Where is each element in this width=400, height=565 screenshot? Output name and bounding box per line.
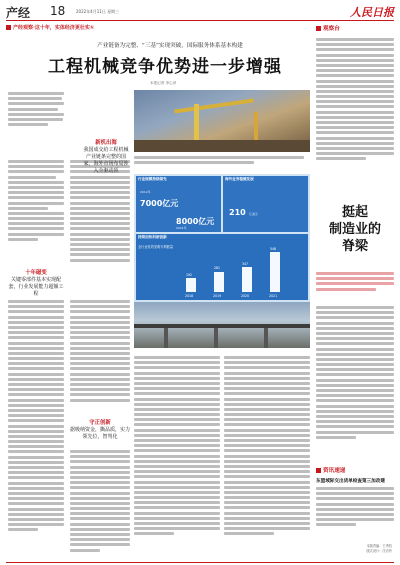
pull-quote-3-text: 据吸纳资金，撕品质，实力领先位，智驾化 xyxy=(70,427,131,440)
scale-panel-title: 行业规模持续领先 xyxy=(138,177,167,181)
newspaper-logo: 人民日报 xyxy=(350,6,394,19)
article-column-3 xyxy=(134,356,220,538)
rnd-bar-year-2019: 2019 xyxy=(213,294,222,298)
editorial-title xyxy=(316,204,394,255)
rnd-bar-2020 xyxy=(242,267,252,292)
rnd-bar-value-2020: 347 xyxy=(242,261,249,266)
pull-quote-3-title: 守正创新 xyxy=(89,420,111,426)
rnd-bar-year-2021: 2021 xyxy=(269,294,278,298)
pull-quote-2 xyxy=(8,270,64,298)
credit-editor: 本版责编：王秀权 xyxy=(366,544,392,548)
section-name: 产经 xyxy=(6,6,31,20)
bridge-photo xyxy=(134,302,310,348)
pull-quote-1-text: 我国成交给工程机械产业链条完整的国家，海外市场布局涉入全驱动顶 xyxy=(83,147,129,174)
overseas-value: 210 xyxy=(229,208,246,217)
infographic-rnd-panel xyxy=(136,234,308,300)
page-credits xyxy=(367,544,393,554)
sidebar-header-text: 观察台 xyxy=(323,26,340,32)
pull-quote-1-title: 新机出海 xyxy=(95,140,117,146)
article-column-2c xyxy=(70,450,130,554)
article-column-2b xyxy=(70,300,130,404)
sidebar-marker-icon xyxy=(316,26,321,31)
scale-value-2012: 7000亿元 xyxy=(140,199,179,208)
rnd-panel-note: 全行业有效发明专利数量 xyxy=(138,245,174,249)
masthead xyxy=(6,4,394,20)
editorial-title-line-3: 脊梁 xyxy=(341,239,368,254)
kicker-text: 产经观察·这十年，实体经济更壮实① xyxy=(13,25,95,31)
scale-value-2021: 8000亿元 xyxy=(176,217,215,226)
news-item-text xyxy=(316,487,394,526)
rnd-bar-value-2019: 281 xyxy=(214,266,221,271)
rnd-bar-2018 xyxy=(186,278,196,292)
infographic-scale-panel xyxy=(136,176,221,232)
news-marker-icon xyxy=(316,468,321,473)
article-headline: 工程机械竞争优势进一步增强 xyxy=(48,57,282,77)
rnd-panel-title: 持续加快科研创新 xyxy=(138,235,167,239)
rnd-bar-year-2020: 2020 xyxy=(241,294,250,298)
rnd-bar-2021 xyxy=(270,252,280,292)
editorial-summary xyxy=(316,272,394,293)
article-subhead: 产业链备为完整、“三基”实现突破，国际服务体系基本构建 xyxy=(97,43,243,49)
sidebar-header xyxy=(316,24,394,32)
sidebar xyxy=(316,24,394,560)
rnd-bar-value-2018: 192 xyxy=(186,272,193,277)
infographic-overseas-panel xyxy=(223,176,308,232)
article-byline: 本报记者 李心萍 xyxy=(150,81,177,85)
editorial-title-line-1: 挺起 xyxy=(341,205,368,220)
credit-designer: 版式设计：沈亦伶 xyxy=(366,549,392,553)
industry-infographic xyxy=(134,174,310,302)
article-column-1b xyxy=(8,300,64,533)
sidebar-text xyxy=(316,38,394,160)
article-column-2 xyxy=(70,160,130,264)
pull-quote-3 xyxy=(70,420,130,441)
news-brief xyxy=(316,466,394,529)
editorial-body xyxy=(316,306,394,441)
scale-year-2021: 2021年 xyxy=(176,226,187,230)
photo-caption-lines xyxy=(134,156,310,166)
overseas-unit: 亿美元 xyxy=(249,212,259,216)
scale-year-2012: 2012年 xyxy=(140,190,151,194)
lead-column xyxy=(8,92,64,128)
construction-photo xyxy=(134,90,310,152)
news-header-text: 资讯速递 xyxy=(323,468,346,474)
pull-quote-1 xyxy=(82,140,130,175)
bottom-rule xyxy=(6,562,394,563)
rnd-bar-year-2018: 2018 xyxy=(185,294,194,298)
pull-quote-2-text: 关键零部件基本实现配套，行业发展能力超额工程 xyxy=(8,277,64,297)
news-header xyxy=(316,466,394,474)
overseas-panel-title: 海外业务稳健发展 xyxy=(225,177,254,181)
rnd-bar-value-2021: 548 xyxy=(270,247,277,251)
kicker-marker-icon xyxy=(6,25,11,30)
article-column-4 xyxy=(224,356,310,538)
column-kicker xyxy=(6,24,94,31)
editorial-title-line-2: 制造业的 xyxy=(328,222,381,237)
issue-date: 2022年4月11日 星期三 xyxy=(76,9,120,14)
page-number: 18 xyxy=(50,4,66,18)
masthead-rule xyxy=(6,20,394,21)
pull-quote-2-title: 十年磁变 xyxy=(25,270,47,276)
news-item-title: 东盟域际交出货单检查第三加改建 xyxy=(316,479,385,484)
article-column-1 xyxy=(8,160,64,243)
rnd-bar-2019 xyxy=(214,272,224,293)
